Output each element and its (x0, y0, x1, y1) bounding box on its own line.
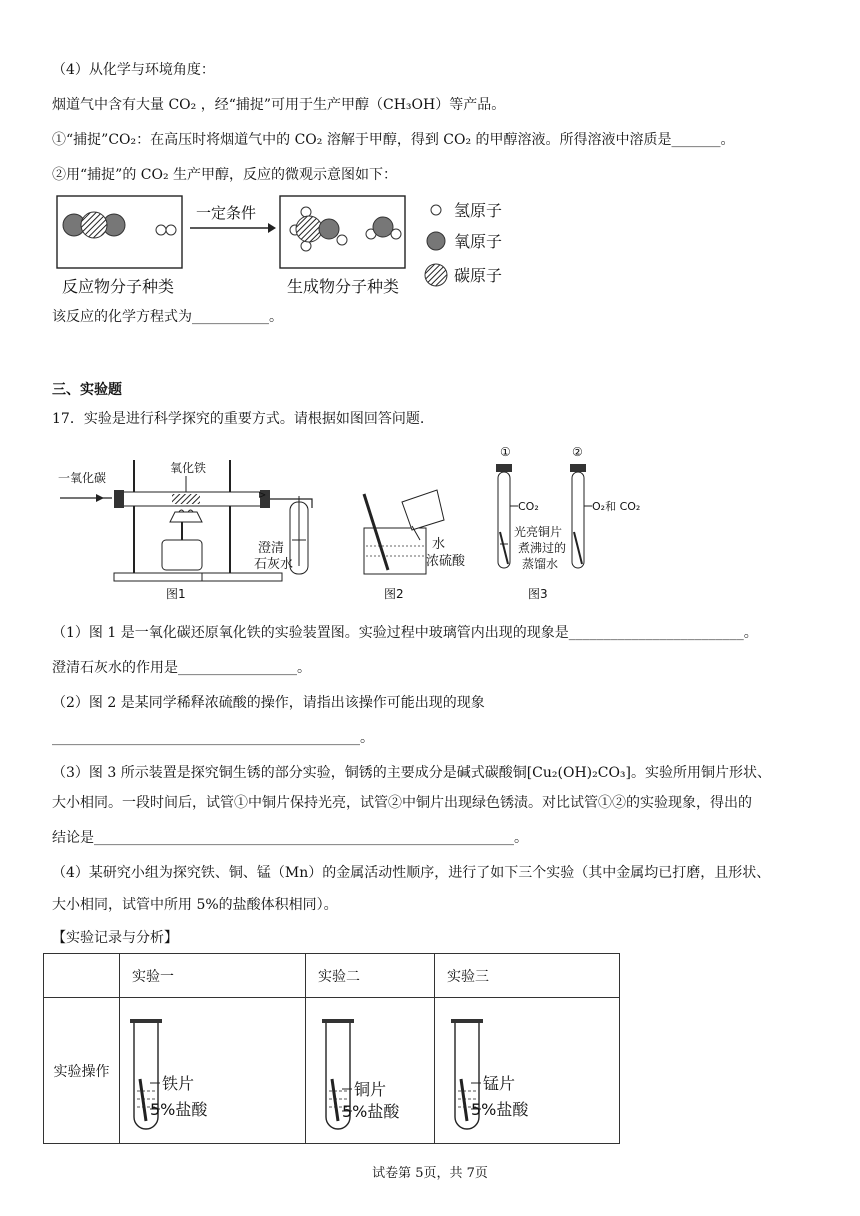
figure3-caption: 图3 (528, 587, 548, 601)
hydrogen-atom (166, 225, 176, 235)
oxygen-atom (319, 219, 339, 239)
micro-reaction-diagram (50, 190, 520, 300)
svg-text:光亮铜片: 光亮铜片 (514, 525, 563, 539)
arrow-label: 一定条件 (196, 204, 257, 222)
svg-text:煮沸过的: 煮沸过的 (518, 541, 567, 555)
legend-oxygen-icon (427, 232, 445, 250)
question-17: 17．实验是进行科学探究的重要方式。请根据如图回答问题. (52, 411, 425, 427)
q17-part1a: （1）图 1 是一氧化碳还原氧化铁的实验装置图。实验过程中玻璃管内出现的现象是_________________________。 (52, 625, 758, 641)
q17-part3b: 大小相同。一段时间后，试管①中铜片保持光亮，试管②中铜片出现绿色锈渍。对比试管①②的实验现象，得出的 (52, 795, 752, 811)
svg-text:蒸馏水: 蒸馏水 (522, 557, 559, 571)
svg-text:5%盐酸: 5%盐酸 (471, 1099, 529, 1119)
reactant-caption: 反应物分子种类 (62, 277, 175, 296)
svg-text:①: ① (500, 445, 511, 459)
svg-text:5%盐酸: 5%盐酸 (342, 1101, 400, 1121)
svg-text:CO₂: CO₂ (518, 500, 539, 513)
q4-line2: ①“捕捉”CO₂：在高压时将烟道气中的 CO₂ 溶解于甲醇，得到 CO₂ 的甲醇溶液。所得溶液中溶质是_______。 (52, 132, 735, 148)
q17-part3a: （3）图 3 所示装置是探究铜生锈的部分实验，铜锈的主要成分是碱式碳酸铜[Cu₂(OH)₂CO₃]。实验所用铜片形状、 (52, 765, 772, 781)
test-tube-iron (120, 999, 300, 1139)
tube-cell-1 (120, 998, 306, 1144)
q4-line1: 烟道气中含有大量 CO₂ ，经“捕捉”可用于生产甲醇（CH₃OH）等产品。 (52, 97, 506, 113)
svg-text:石灰水: 石灰水 (254, 557, 294, 572)
test-tube-copper (306, 999, 432, 1139)
svg-text:锰片: 锰片 (483, 1073, 516, 1093)
row-label-operation: 实验操作 (44, 998, 120, 1144)
svg-text:一氧化碳: 一氧化碳 (58, 471, 107, 485)
svg-text:⊳: ⊳ (258, 490, 267, 501)
table-header-exp1: 实验一 (120, 954, 306, 998)
table-header-empty (44, 954, 120, 998)
q4-heading: （4）从化学与环境角度： (52, 62, 215, 78)
page-footer: 试卷第 5页，共 7页 (372, 1166, 488, 1181)
svg-text:铜片: 铜片 (354, 1079, 387, 1099)
tube-cell-2 (306, 998, 435, 1144)
svg-text:浓硫酸: 浓硫酸 (426, 554, 466, 569)
legend-carbon-icon (425, 264, 447, 286)
q17-part1b: 澄清石灰水的作用是_________________。 (52, 660, 311, 676)
svg-text:氧化铁: 氧化铁 (170, 461, 207, 475)
q17-part2a: （2）图 2 是某同学稀释浓硫酸的操作，请指出该操作可能出现的现象 (52, 695, 485, 711)
legend-hydrogen-icon (431, 205, 441, 215)
equation-prompt: 该反应的化学方程式为___________。 (52, 309, 283, 325)
hydrogen-atom (156, 225, 166, 235)
carbon-atom (81, 212, 107, 238)
q17-part2b: ____________________________________________。 (52, 730, 374, 746)
svg-text:氧原子: 氧原子 (454, 232, 503, 251)
experiment-table (43, 953, 620, 1144)
test-tube-manganese (435, 999, 615, 1139)
svg-text:碳原子: 碳原子 (454, 266, 503, 285)
figure1-caption: 图1 (166, 587, 186, 601)
table-header-exp2: 实验二 (306, 954, 435, 998)
svg-text:澄清: 澄清 (258, 541, 285, 556)
apparatus-figures (52, 440, 672, 605)
svg-text:O₂和 CO₂: O₂和 CO₂ (592, 500, 641, 513)
svg-text:水: 水 (432, 537, 446, 552)
svg-text:氢原子: 氢原子 (454, 201, 503, 220)
svg-text:铁片: 铁片 (162, 1073, 195, 1093)
q17-part3c: 结论是____________________________________________________________。 (52, 830, 528, 846)
table-header-exp3: 实验三 (435, 954, 620, 998)
section-title: 三、实验题 (52, 382, 122, 398)
product-caption: 生成物分子种类 (287, 277, 400, 296)
q17-part4a: （4）某研究小组为探究铁、铜、锰（Mn）的金属活动性顺序，进行了如下三个实验（其中金属均已打磨，且形状、 (52, 865, 771, 881)
oxygen-atom (373, 217, 393, 237)
q4-line3: ②用“捕捉”的 CO₂ 生产甲醇，反应的微观示意图如下： (52, 167, 398, 183)
figure2-caption: 图2 (384, 587, 404, 601)
svg-text:②: ② (572, 445, 583, 459)
carbon-atom (296, 216, 322, 242)
svg-text:5%盐酸: 5%盐酸 (150, 1099, 208, 1119)
tube-cell-3 (435, 998, 620, 1144)
q17-part4b: 大小相同，试管中所用 5%的盐酸体积相同）。 (52, 897, 338, 913)
record-title: 【实验记录与分析】 (52, 930, 178, 946)
